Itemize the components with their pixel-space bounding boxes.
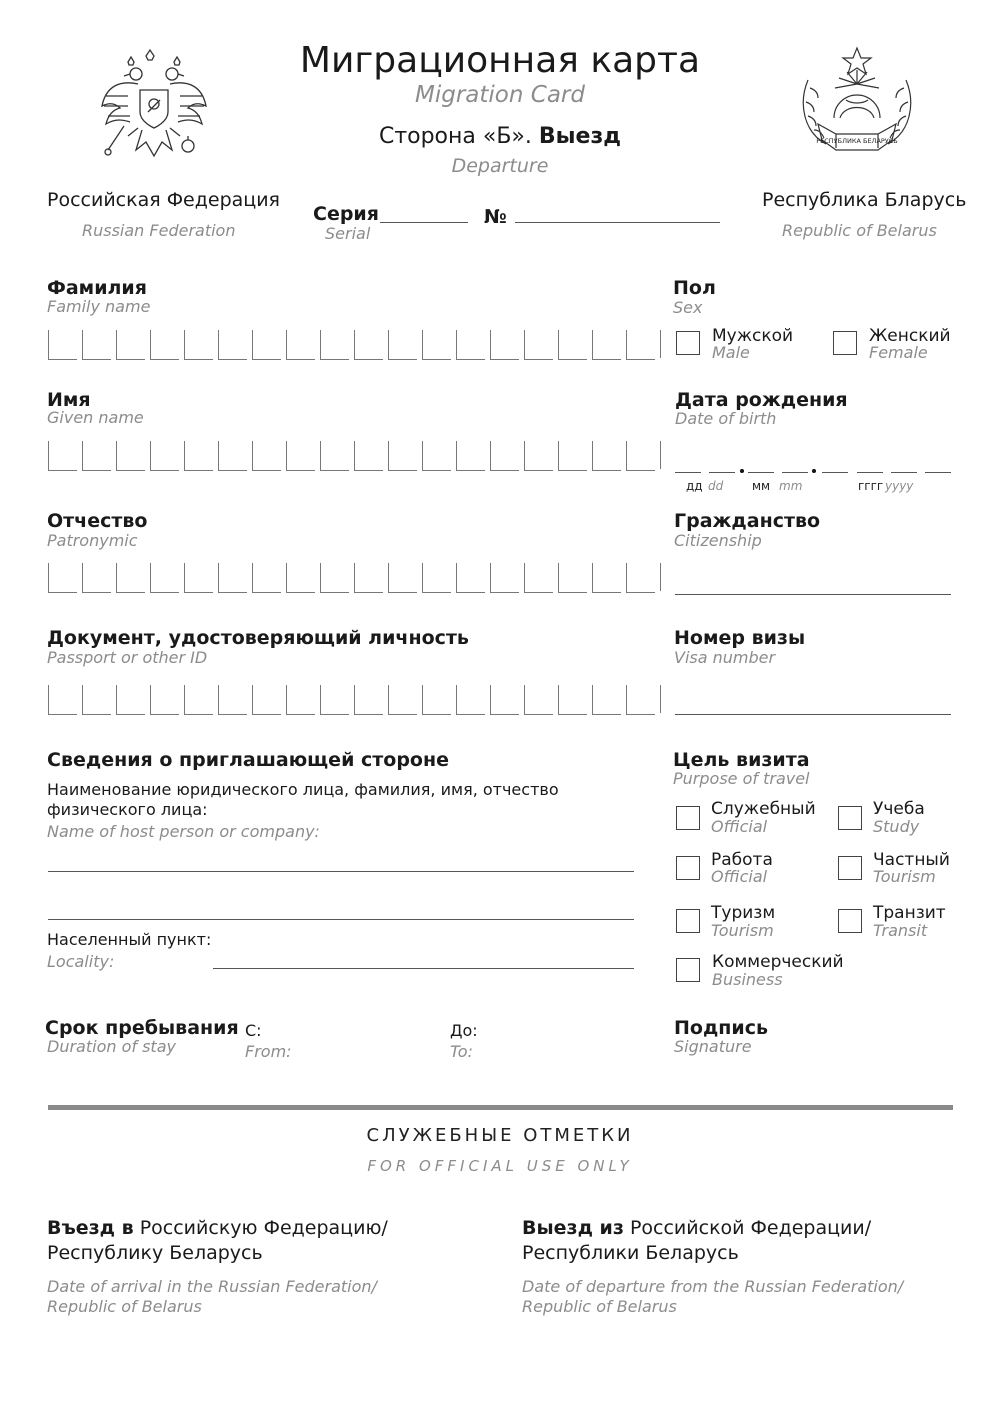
purpose-official-label: Служебный [711,799,816,819]
sex-female-label-en: Female [869,343,928,362]
dob-label-en: Date of birth [675,409,777,428]
number-sign: № [484,206,507,228]
purpose-study-label: Учеба [873,799,925,819]
serial-label-en: Serial [325,224,371,243]
purpose-business-label: Коммерческий [712,952,844,972]
stay-to-label-en: To: [450,1042,473,1061]
passport-label: Документ, удостоверяющий личность [47,627,469,649]
dob-label: Дата рождения [675,389,848,411]
host-desc-en: Name of host person or company: [47,822,320,841]
family-name-input[interactable] [48,330,661,360]
purpose-private-checkbox[interactable] [838,856,862,880]
purpose-work-label-en: Official [711,867,768,886]
sex-female-label: Женский [869,326,951,346]
patronymic-label: Отчество [47,510,148,532]
emblem-ribbon-text: РЕСПУБЛИКА БЕЛАРУСЬ [816,137,898,145]
patronymic-input[interactable] [48,563,661,593]
serial-label: Серия [313,203,379,225]
host-name-line-2[interactable] [48,919,634,920]
country-left-en: Russian Federation [82,221,236,240]
purpose-title: Цель визита [673,749,810,771]
departure-line-2: Республики Беларусь [522,1242,739,1264]
card-side [0,124,1000,149]
passport-label-en: Passport or other ID [47,648,208,667]
stay-title: Срок пребывания [45,1017,239,1039]
purpose-official-label-en: Official [711,817,768,836]
dob-yyyy-label: гггг [858,479,884,493]
given-name-input[interactable] [48,441,661,471]
serial-input-line[interactable] [380,222,468,223]
sex-label: Пол [673,277,716,299]
arrival-bold: Въезд в [47,1217,134,1239]
purpose-transit-label: Транзит [873,903,946,923]
family-name-label: Фамилия [47,277,147,299]
sex-label-en: Sex [673,298,703,317]
purpose-official-checkbox[interactable] [676,806,700,830]
host-title: Сведения о приглашающей стороне [47,749,449,771]
departure-en-2: Republic of Belarus [522,1297,677,1316]
stay-from-label: С: [245,1021,262,1040]
departure-line-1 [522,1217,871,1239]
purpose-tourism-label: Туризм [711,903,776,923]
given-name-label-en: Given name [47,408,144,427]
dob-mm-label: мм [752,479,771,493]
country-right: Республика Бларусь [762,189,967,211]
section-divider [48,1105,953,1110]
purpose-tourism-checkbox[interactable] [676,909,700,933]
purpose-business-checkbox[interactable] [676,958,700,982]
host-desc-2: физического лица: [47,800,208,819]
locality-label: Населенный пункт: [47,930,212,949]
host-desc-1: Наименование юридического лица, фамилия, имя, отчество [47,780,559,799]
purpose-work-checkbox[interactable] [676,856,700,880]
purpose-work-label: Работа [711,850,773,870]
dob-mm-label-en: mm [779,479,803,493]
arrival-en-1: Date of arrival in the Russian Federation/ [47,1277,377,1296]
arrival-text-1: Российскую Федерацию/ [133,1217,388,1239]
card-title-en: Migration Card [415,82,585,108]
stay-title-en: Duration of stay [47,1037,176,1056]
signature-label-en: Signature [674,1037,752,1056]
citizenship-label: Гражданство [674,510,821,532]
stay-from-label-en: From: [245,1042,292,1061]
dob-dd-label: дд [686,479,703,493]
departure-en-1: Date of departure from the Russian Federation/ [522,1277,904,1296]
stay-to-label: До: [450,1021,478,1040]
sex-female-checkbox[interactable] [833,331,857,355]
purpose-business-label-en: Business [712,970,783,989]
side-bold: Выезд [538,124,622,149]
passport-input[interactable] [48,685,661,715]
official-title: СЛУЖЕБНЫЕ ОТМЕТКИ [366,1125,634,1146]
purpose-private-label-en: Tourism [873,867,936,886]
card-side-en: Departure [451,155,549,177]
citizenship-label-en: Citizenship [674,531,762,550]
arrival-line-1 [47,1217,388,1239]
locality-label-en: Locality: [47,952,115,971]
patronymic-label-en: Patronymic [47,531,138,550]
visa-label: Номер визы [674,627,806,649]
visa-label-en: Visa number [674,648,776,667]
card-title: Миграционная карта [299,40,701,81]
country-right-en: Republic of Belarus [782,221,937,240]
locality-input-line[interactable] [213,968,634,969]
dob-yyyy-label-en: yyyy [885,479,914,493]
sex-male-checkbox[interactable] [676,331,700,355]
side-prefix: Сторона «Б». [378,124,532,149]
country-left: Российская Федерация [47,189,280,211]
purpose-transit-checkbox[interactable] [838,909,862,933]
official-title-en: FOR OFFICIAL USE ONLY [367,1157,633,1175]
family-name-label-en: Family name [47,297,151,316]
purpose-study-checkbox[interactable] [838,806,862,830]
arrival-en-2: Republic of Belarus [47,1297,202,1316]
purpose-study-label-en: Study [873,817,920,836]
departure-text-1: Российской Федерации/ [623,1217,872,1239]
signature-label: Подпись [674,1017,769,1039]
sex-male-label-en: Male [712,343,750,362]
host-name-line-1[interactable] [48,871,634,872]
sex-male-label: Мужской [712,326,794,346]
departure-bold: Выезд из [522,1217,624,1239]
number-input-line[interactable] [515,222,720,223]
citizenship-input-line[interactable] [675,594,951,595]
purpose-tourism-label-en: Tourism [711,921,774,940]
arrival-line-2: Республику Беларусь [47,1242,263,1264]
dob-dd-label-en: dd [708,479,724,493]
purpose-title-en: Purpose of travel [673,769,810,788]
purpose-private-label: Частный [873,850,950,870]
purpose-transit-label-en: Transit [873,921,928,940]
given-name-label: Имя [47,389,91,411]
visa-input-line[interactable] [675,714,951,715]
